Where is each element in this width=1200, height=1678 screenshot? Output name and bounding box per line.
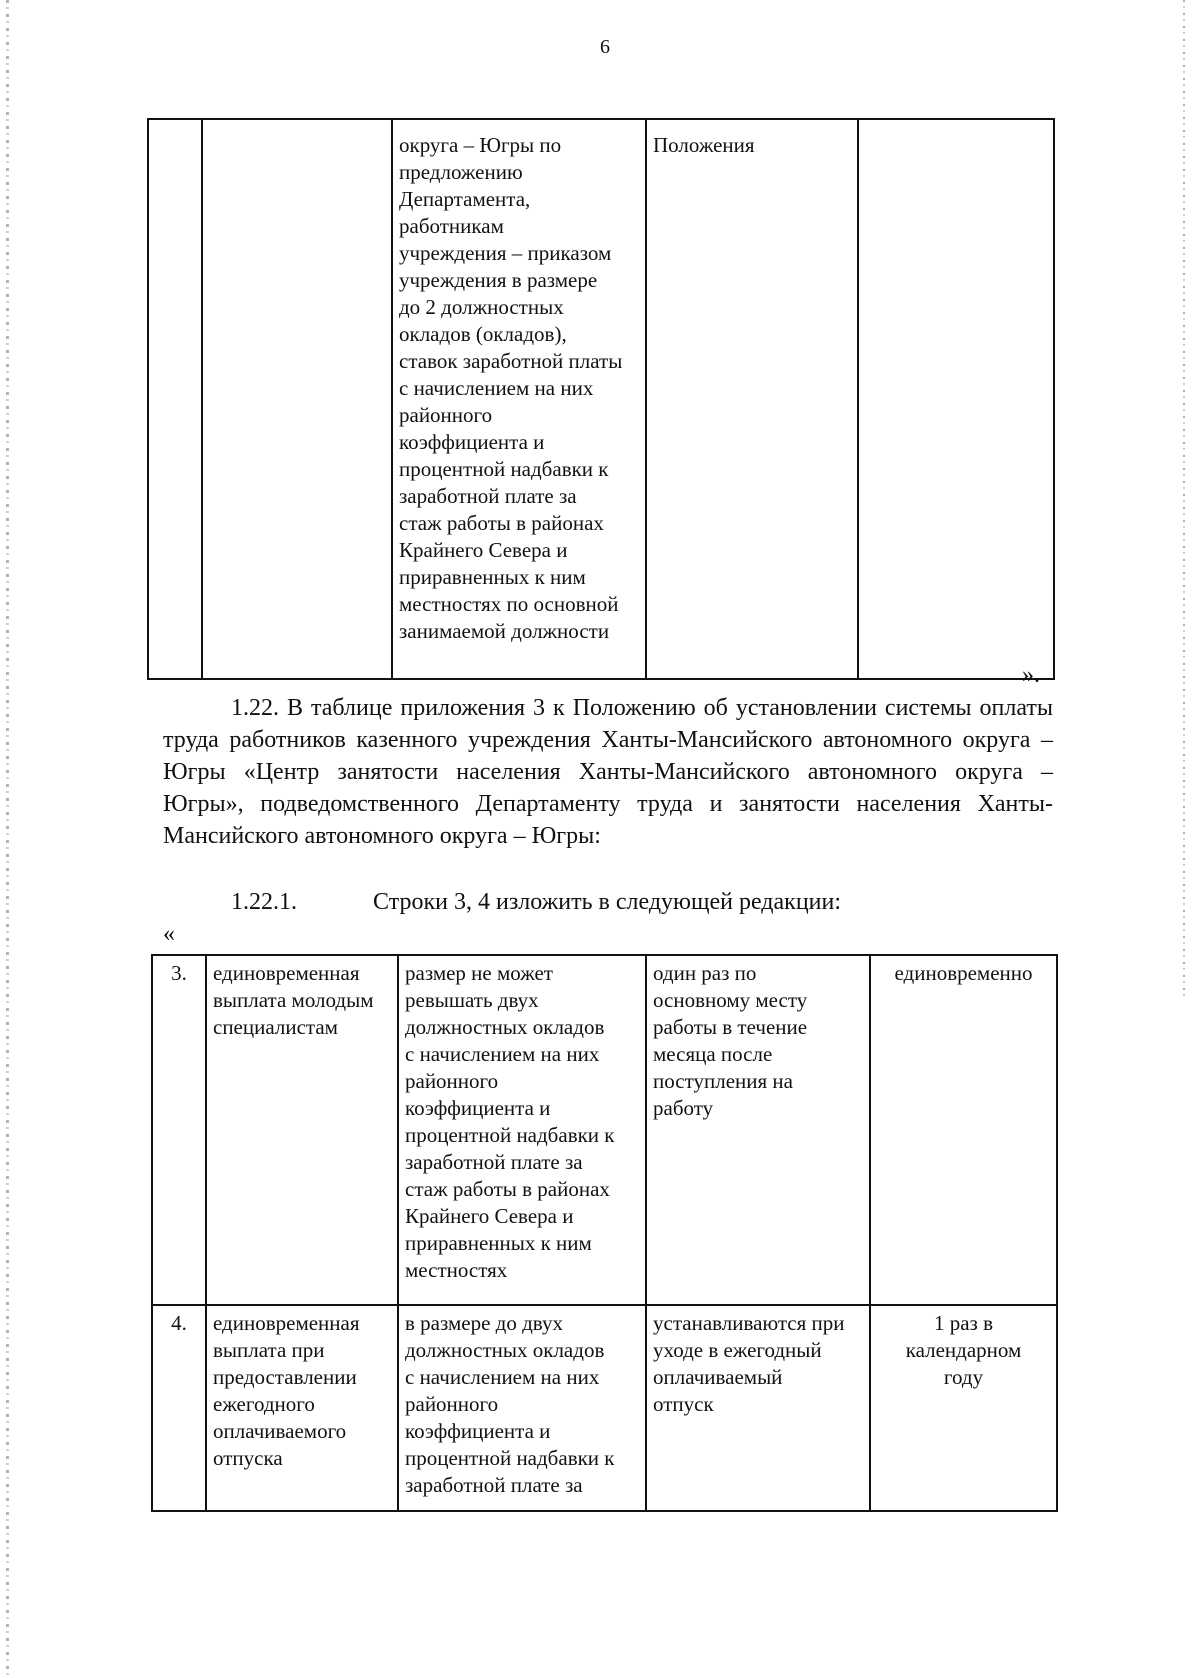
- table-cell-amount: округа – Югры по предложению Департамента, работникам учреждения – приказом учреждения в размере до 2 должностных окладов (окладов), ставок заработной платы с начислением на них районного коэффициента и процентной надбавки к заработной плате за стаж работы в районах Крайнего Севера и приравненных к ним местностях по основной занимаемой должности: [392, 119, 646, 679]
- table-cell-condition: один раз по основному месту работы в течение месяца после поступления на работу: [646, 955, 870, 1305]
- table-continuation: [147, 118, 1055, 680]
- table-cell-frequency: [858, 119, 1054, 679]
- table-cell-number: 3.: [152, 955, 206, 1305]
- scan-edge-right: [1183, 0, 1185, 1000]
- table-row: [152, 955, 1057, 1305]
- table-cell-condition: устанавливаются при уходе в ежегодный оплачиваемый отпуск: [646, 1305, 870, 1511]
- table-row: [148, 119, 1054, 679]
- table-cell-condition: Положения: [646, 119, 858, 679]
- table-cell-name: единовременная выплата молодым специалистам: [206, 955, 398, 1305]
- subpoint-text: Строки 3, 4 изложить в следующей редакции:: [373, 889, 842, 915]
- table-cell-amount: в размере до двух должностных окладов с начислением на них районного коэффициента и процентной надбавки к заработной плате за: [398, 1305, 646, 1511]
- opening-quote: «: [163, 921, 175, 947]
- table-rows-3-4: [151, 954, 1058, 1512]
- subpoint-1-22-1: [231, 886, 841, 918]
- table-cell-frequency: единовременно: [870, 955, 1057, 1305]
- page-number: 6: [600, 36, 610, 58]
- table-cell-number: 4.: [152, 1305, 206, 1511]
- table-row: [152, 1305, 1057, 1511]
- table-cell-amount: размер не может ревышать двух должностных окладов с начислением на них районного коэффициента и процентной надбавки к заработной плате за стаж работы в районах Крайнего Севера и приравненных к ним местностях: [398, 955, 646, 1305]
- table-cell-frequency: 1 раз в календарном году: [870, 1305, 1057, 1511]
- table-cell-name: единовременная выплата при предоставлении ежегодного оплачиваемого отпуска: [206, 1305, 398, 1511]
- table-cell-number: [148, 119, 202, 679]
- table-cell-name: [202, 119, 392, 679]
- paragraph-1-22: 1.22. В таблице приложения 3 к Положению об установлении системы оплаты труда работников казенного учреждения Ханты-Мансийского автономного округа – Югры «Центр занятости населения Ханты-Мансийского автономного округа – Югры», подведомственного Департаменту труда и занятости населения Ханты-Мансийского автономного округа – Югры:: [163, 695, 1053, 849]
- scan-edge-left: [6, 0, 9, 1678]
- subpoint-number: 1.22.1.: [231, 889, 297, 915]
- closing-quote: ».: [1022, 662, 1040, 688]
